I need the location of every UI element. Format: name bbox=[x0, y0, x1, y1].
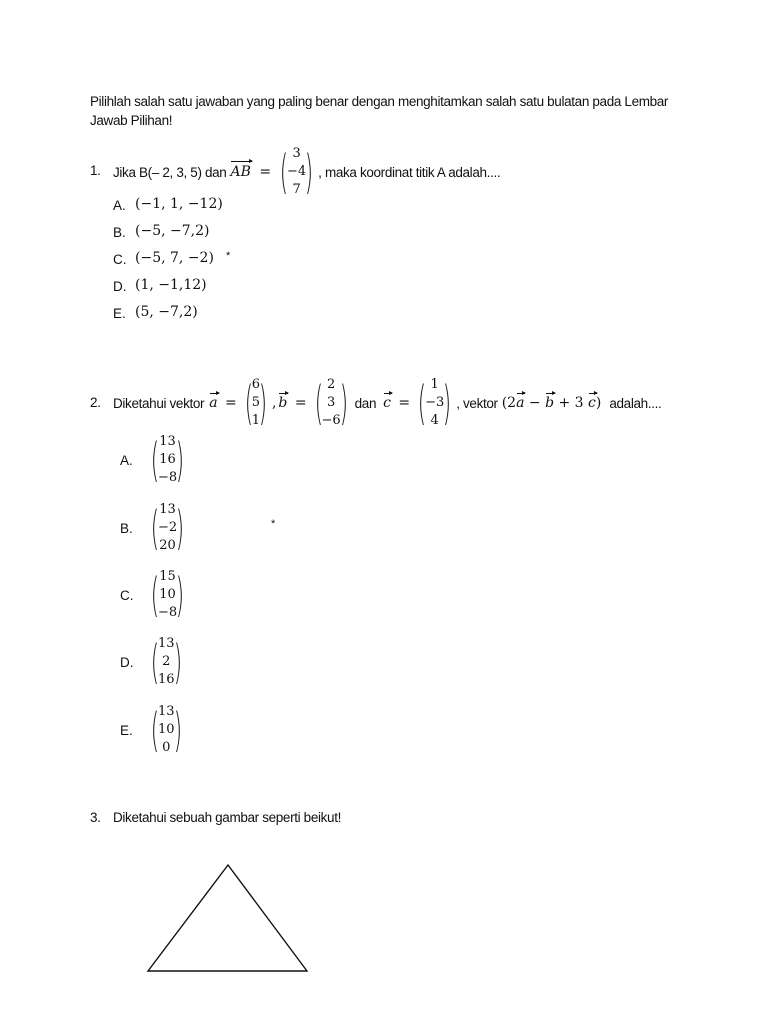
q2-number: 2. bbox=[90, 395, 101, 410]
instructions-line-1: Pilihlah salah satu jawaban yang paling benar dengan menghitamkan salah satu bulatan pada Lembar bbox=[90, 94, 669, 109]
q1-option-b-value: (−5, −7,2) bbox=[135, 223, 210, 239]
q2-vector-c: ( 1 −3 4 ) bbox=[418, 376, 452, 430]
q2-option-c: C. ( 15 10 −8 ) bbox=[120, 567, 189, 623]
q1-option-e-value: (5, −7,2) bbox=[135, 304, 198, 320]
q1-vec-2: −4 bbox=[287, 164, 307, 179]
q2-option-a: A. ( 13 16 −8 ) bbox=[120, 432, 189, 488]
q2-a-2: 5 bbox=[251, 395, 260, 410]
q1-column-vector: ( 3 −4 7 ) bbox=[279, 145, 314, 199]
q1-equals: = bbox=[259, 164, 272, 180]
q2-prefix: Diketahui vektor bbox=[113, 395, 205, 411]
q1-suffix: , maka koordinat titik A adalah.... bbox=[318, 164, 501, 180]
q1-option-d: D. (1, −1,12) bbox=[113, 277, 207, 294]
q2-c-3: 4 bbox=[430, 413, 439, 428]
q2-expression: (2a − b + 3 c) bbox=[501, 395, 602, 411]
q1-option-a: A. (−1, 1, −12) bbox=[113, 196, 223, 213]
q3-text: Diketahui sebuah gambar seperti beikut! bbox=[113, 810, 341, 825]
q2-vector-c-name: c bbox=[383, 395, 391, 411]
q1-number: 1. bbox=[90, 163, 101, 178]
triangle-figure bbox=[140, 858, 320, 978]
q2-option-c-vector: ( 15 10 −8 ) bbox=[150, 568, 185, 622]
q1-vec-1: 3 bbox=[292, 146, 301, 161]
q2-dan: dan bbox=[354, 395, 377, 411]
q1-vec-3: 7 bbox=[292, 182, 301, 197]
q2-vector-a-name: a bbox=[209, 395, 218, 411]
instructions-line-2: Jawab Pilihan! bbox=[90, 113, 173, 128]
triangle-shape bbox=[148, 865, 307, 971]
q1-option-e: E. (5, −7,2) bbox=[113, 304, 198, 321]
q1-option-c-value: (−5, 7, −2) bbox=[135, 250, 214, 266]
q1-option-a-value: (−1, 1, −12) bbox=[135, 196, 223, 212]
q2-vektor-word: , vektor bbox=[456, 395, 498, 411]
q1-stem bbox=[113, 145, 500, 199]
q1-answer-mark: * bbox=[226, 250, 230, 262]
q2-option-b: B. ( 13 −2 20 ) * bbox=[120, 501, 275, 555]
q1-option-b: B. (−5, −7,2) bbox=[113, 223, 210, 240]
q2-b-3: −6 bbox=[321, 413, 341, 428]
q2-vector-b-name: b bbox=[278, 395, 288, 411]
q1-prefix: Jika B(– 2, 3, 5) dan bbox=[113, 164, 227, 180]
q2-a-3: 1 bbox=[251, 413, 260, 428]
q2-b-1: 2 bbox=[326, 377, 336, 392]
q2-option-d: D. ( 13 2 16 ) bbox=[120, 634, 186, 690]
q2-stem: Diketahui vektor a = ( 6 5 1 ) , b = ( 2 3 −6 ) dan c = ( 1 −3 4 ) , vektor (2a − b + 3 c) adalah.... bbox=[113, 376, 662, 430]
q2-vector-a: ( 6 5 1 ) bbox=[244, 376, 268, 430]
q2-option-b-vector: ( 13 −2 20 ) bbox=[150, 501, 185, 555]
q2-c-2: −3 bbox=[425, 395, 445, 410]
q1-vector-ab: AB bbox=[230, 164, 251, 180]
q3-number: 3. bbox=[90, 810, 101, 825]
q2-c-1: 1 bbox=[430, 377, 439, 392]
q2-option-a-vector: ( 13 16 −8 ) bbox=[150, 433, 185, 487]
q2-option-e-vector: ( 13 10 0 ) bbox=[150, 703, 182, 757]
q2-vector-b: ( 2 3 −6 ) bbox=[314, 376, 348, 430]
q2-b-2: 3 bbox=[326, 395, 336, 410]
q2-option-e: E. ( 13 10 0 ) bbox=[120, 702, 186, 758]
q2-option-d-vector: ( 13 2 16 ) bbox=[150, 635, 182, 689]
q2-answer-mark: * bbox=[271, 518, 275, 530]
q1-option-d-value: (1, −1,12) bbox=[135, 277, 207, 293]
q1-option-c: C. (−5, 7, −2) * bbox=[113, 250, 230, 267]
q2-a-1: 6 bbox=[251, 377, 260, 392]
q2-suffix: adalah.... bbox=[609, 395, 662, 411]
